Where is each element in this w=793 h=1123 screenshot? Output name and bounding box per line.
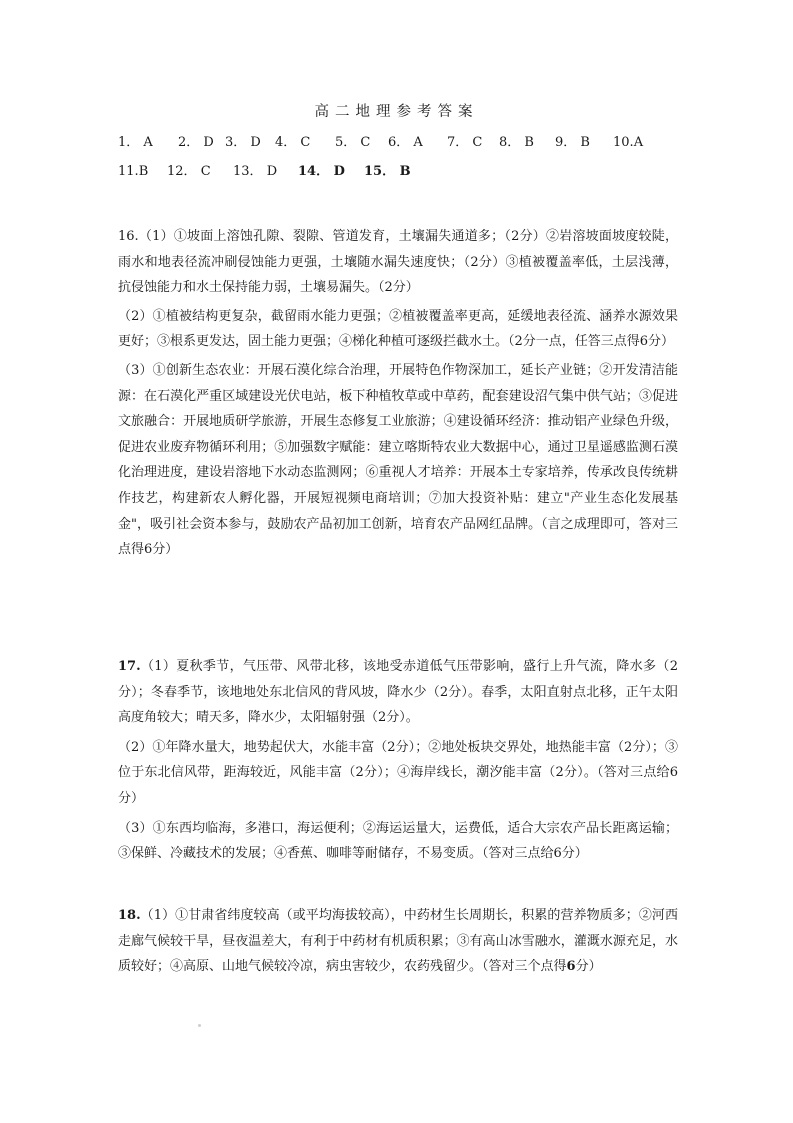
- choice-15: 15． B: [364, 164, 411, 179]
- choice-2: 2． D: [178, 135, 214, 150]
- scan-speck: [198, 1024, 201, 1027]
- q17-part-3: （3）①东西均临海，多港口，海运便利；②海运运量大，运费低，适合大宗农产品长距离运输；③保鲜、冷藏技术的发展；④香蕉、咖啡等耐储存，不易变质。（答对三点给6分）: [118, 820, 678, 862]
- choice-14: 14． D: [298, 164, 345, 179]
- q17-part-1: 17.（1）夏秋季节，气压带、风带北移，该地受赤道低气压带影响，盛行上升气流，降水多（2分）；冬春季节，该地地处东北信风的背风坡，降水少（2分）。春季，太阳直射点北移，正午太阳高度角较大；晴天多，降水少，太阳辐射强（2分）。: [118, 659, 678, 726]
- choice-10: 10.A: [613, 135, 644, 150]
- choice-12: 12． C: [167, 164, 211, 179]
- question-17-answer: [118, 654, 678, 867]
- choice-answers-row-1: [118, 132, 678, 154]
- q16-part-3: （3）①创新生态农业：开展石漠化综合治理，开展特色作物深加工，延长产业链；②开发清洁能源：在石漠化严重区域建设光伏电站，板下种植牧草或中草药，配套建设沼气集中供气站；③促进文旅融合：开展地质研学旅游，开展生态修复工业旅游；④建设循环经济：推动铝产业绿色升级，促进农业废弃物循环利用；⑤加强数字赋能：建立喀斯特农业大数据中心，通过卫星遥感监测石漠化治理进度，建设岩溶地下水动态监测网；⑥重视人才培养：开展本土专家培养，传承改良传统耕作技艺，构建新农人孵化器，开展短视频电商培训；⑦加大投资补贴：建立"产业生态化发展基金"，吸引社会资本参与，鼓励农产品初加工创新，培育农产品网红品牌。（言之成理即可，答对三点得6分）: [118, 362, 678, 558]
- choice-answers-row-2: [118, 161, 678, 183]
- q18-number: 18.: [118, 908, 141, 923]
- q17-number: 17.: [118, 659, 141, 674]
- choice-4: 4． C: [275, 135, 311, 150]
- choice-7: 7． C: [447, 135, 483, 150]
- choice-8: 8． B: [499, 135, 534, 150]
- q16-part-1: 16.（1）①坡面上溶蚀孔隙、裂隙、管道发育，土壤漏失通道多；（2分）②岩溶坡面坡度较陡，雨水和地表径流冲刷侵蚀能力更强，土壤随水漏失速度快；（2分）③植被覆盖率低，土层浅薄，抗侵蚀能力和水土保持能力弱，土壤易漏失。（2分）: [118, 229, 678, 296]
- choice-9: 9． B: [555, 135, 590, 150]
- choice-13: 13． D: [233, 164, 278, 179]
- question-18-answer: [118, 903, 678, 980]
- page-title: 高二地理参考答案: [314, 104, 479, 120]
- choice-3: 3． D: [225, 135, 261, 150]
- choice-11: 11.B: [118, 164, 149, 179]
- choice-6: 6． A: [388, 135, 423, 150]
- question-16-answer: [118, 224, 678, 563]
- choice-5: 5． C: [335, 135, 371, 150]
- q16-part-2: （2）①植被结构更复杂，截留雨水能力更强；②植被覆盖率更高，延缓地表径流、涵养水源效果更好；③根系更发达，固土能力更强；④梯化种植可逐级拦截水土。（2分一点，任答三点得6分）: [118, 308, 678, 350]
- choice-1: 1． A: [118, 135, 153, 150]
- q18-score: 6: [566, 959, 576, 975]
- q18-part-1: 18.（1）①甘肃省纬度较高（或平均海拔较高），中药材生长周期长，积累的营养物质多；②河西走廊气候较干旱，昼夜温差大，有利于中药材有机质积累；③有高山冰雪融水，灌溉水源充足，水质较好；④高原、山地气候较冷凉，病虫害较少，农药残留少。（答对三个点得6分）: [118, 908, 678, 975]
- q17-part-2: （2）①年降水量大，地势起伏大，水能丰富（2分）；②地处板块交界处，地热能丰富（2分）；③位于东北信风带，距海较近，风能丰富（2分）；④海岸线长，潮汐能丰富（2分）。（答对三点给6分）: [118, 739, 678, 806]
